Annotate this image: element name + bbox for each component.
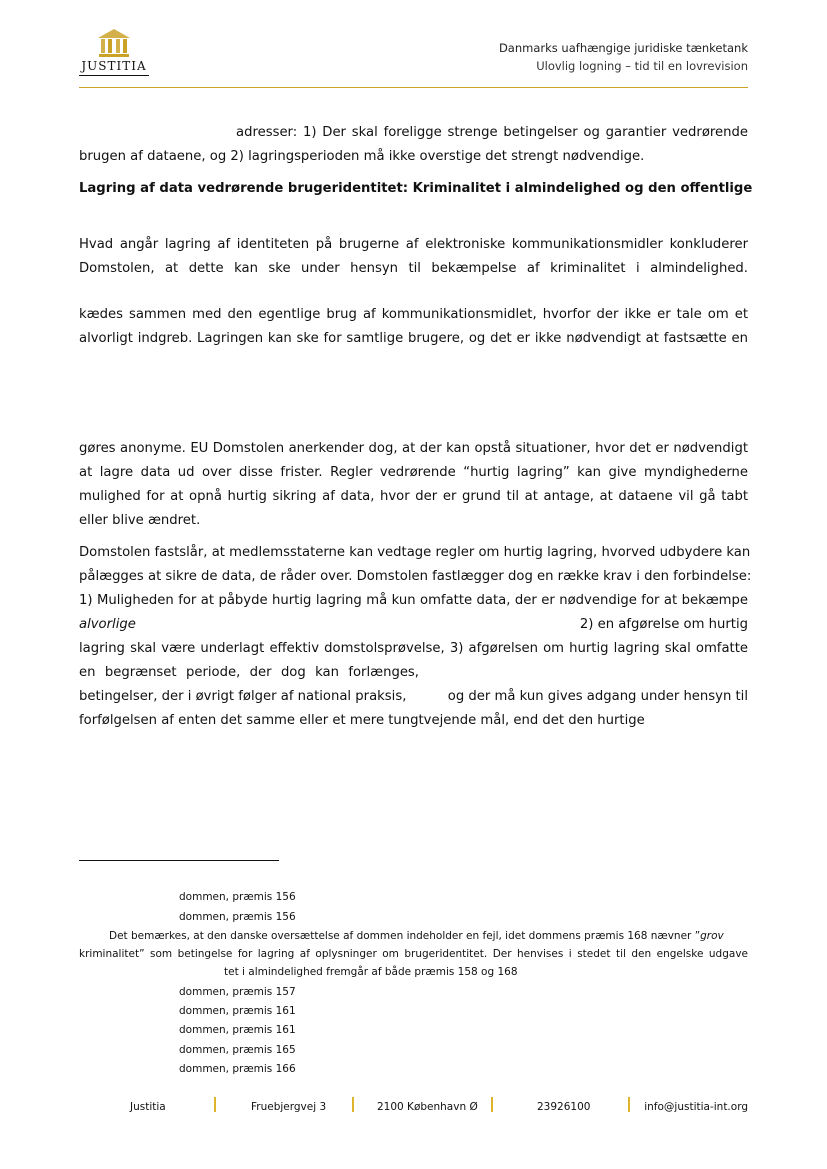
paragraph-2-line-1: Hvad angår lagring af identiteten på brugerne af elektroniske kommunikationsmidler konkluderer (79, 237, 748, 252)
footer-separator (214, 1097, 216, 1112)
paragraph-4-line-3: mulighed for at opnå hurtig sikring af data, hvor der er grund til at antage, at dataene vil gå tabt (79, 489, 748, 504)
footnote-7: dommen, præmis 165 (179, 1044, 296, 1056)
footnote-8: dommen, præmis 166 (179, 1063, 296, 1075)
header-tagline: Danmarks uafhængige juridiske tænketank (498, 41, 748, 55)
paragraph-5-line-7-start: betingelser, der i øvrigt følger af national praksis, (79, 689, 407, 704)
paragraph-5-line-3: 1) Muligheden for at påbyde hurtig lagring må kun omfatte data, der er nødvendige for at bekæmpe (79, 593, 748, 608)
paragraph-1-line-2: brugen af dataene, og 2) lagringsperioden må ikke overstige det strengt nødvendige. (79, 149, 645, 164)
footer-separator (628, 1097, 630, 1112)
footnote-4: dommen, præmis 157 (179, 986, 296, 998)
paragraph-2-line-2: Domstolen, at dette kan ske under hensyn til bekæmpelse af kriminalitet i almindelighed. (79, 261, 748, 276)
footnote-5: dommen, præmis 161 (179, 1005, 296, 1017)
footnote-3-line-3: tet i almindelighed fremgår af både præmis 158 og 168 (224, 966, 518, 978)
paragraph-5-line-2: pålægges at sikre de data, de råder over. Domstolen fastlægger dog en række krav i den forbindelse: (79, 569, 752, 584)
paragraph-1-line-1: adresser: 1) Der skal foreligge strenge betingelser og garantier vedrørende (236, 125, 748, 140)
paragraph-4-line-1: gøres anonyme. EU Domstolen anerkender dog, at der kan opstå situationer, hvor det er nødvendigt (79, 441, 748, 456)
logo-wordmark: JUSTITIA (81, 59, 147, 73)
footnote-3-line-2: kriminalitet” som betingelse for lagring af oplysninger om brugeridentitet. Der henvises i stedet til den engelske udgave (79, 948, 748, 960)
footer-email-link[interactable]: info@justitia-int.org (644, 1101, 748, 1113)
paragraph-3-line-1: kædes sammen med den egentlige brug af kommunikationsmidlet, hvorfor der ikke er tale om et (79, 307, 748, 322)
footer-city: 2100 København Ø (377, 1101, 478, 1113)
paragraph-5-line-5: lagring skal være underlagt effektiv domstolsprøvelse, 3) afgørelsen om hurtig lagring skal omfatte (79, 641, 748, 656)
footer-separator (352, 1097, 354, 1112)
paragraph-5-line-6: en begrænset periode, der dog kan forlænges, (79, 665, 419, 680)
paragraph-5-line-1: Domstolen fastslår, at medlemsstaterne kan vedtage regler om hurtig lagring, hvorved udbydere kan (79, 545, 751, 560)
footer-phone: 23926100 (537, 1101, 591, 1113)
header-document-title: Ulovlig logning – tid til en lovrevision (536, 59, 748, 73)
paragraph-4-line-4: eller blive ændret. (79, 513, 201, 528)
footnote-6: dommen, præmis 161 (179, 1024, 296, 1036)
justitia-building-icon (96, 28, 132, 58)
header-divider (79, 87, 748, 88)
paragraph-5-line-4-start: alvorlige (79, 617, 136, 632)
footnote-2: dommen, præmis 156 (179, 911, 296, 923)
justitia-logo (79, 28, 149, 78)
footer-separator (491, 1097, 493, 1112)
paragraph-5-line-4-end: 2) en afgørelse om hurtig (579, 617, 748, 632)
footer-street: Fruebjergvej 3 (251, 1101, 327, 1113)
footnote-divider (79, 860, 279, 861)
section-heading: Lagring af data vedrørende brugeridentitet: Kriminalitet i almindelighed og den offentlige (79, 181, 753, 196)
paragraph-3-line-2: alvorligt indgreb. Lagringen kan ske for samtlige brugere, og det er ikke nødvendigt at fastsætte en (79, 331, 748, 346)
logo-underline (79, 75, 149, 76)
paragraph-5-line-7-end: og der må kun gives adgang under hensyn til (447, 689, 748, 704)
footnote-3-line-1: Det bemærkes, at den danske oversættelse af dommen indeholder en fejl, idet dommens præmis 168 nævner ”grov (109, 930, 724, 942)
footer-organization: Justitia (130, 1101, 166, 1113)
paragraph-4-line-2: at lagre data ud over disse frister. Regler vedrørende “hurtig lagring” kan give myndighederne (79, 465, 748, 480)
footnote-1: dommen, præmis 156 (179, 891, 296, 903)
paragraph-5-line-8: forfølgelsen af enten det samme eller et mere tungtvejende mål, end det den hurtige (79, 713, 645, 728)
